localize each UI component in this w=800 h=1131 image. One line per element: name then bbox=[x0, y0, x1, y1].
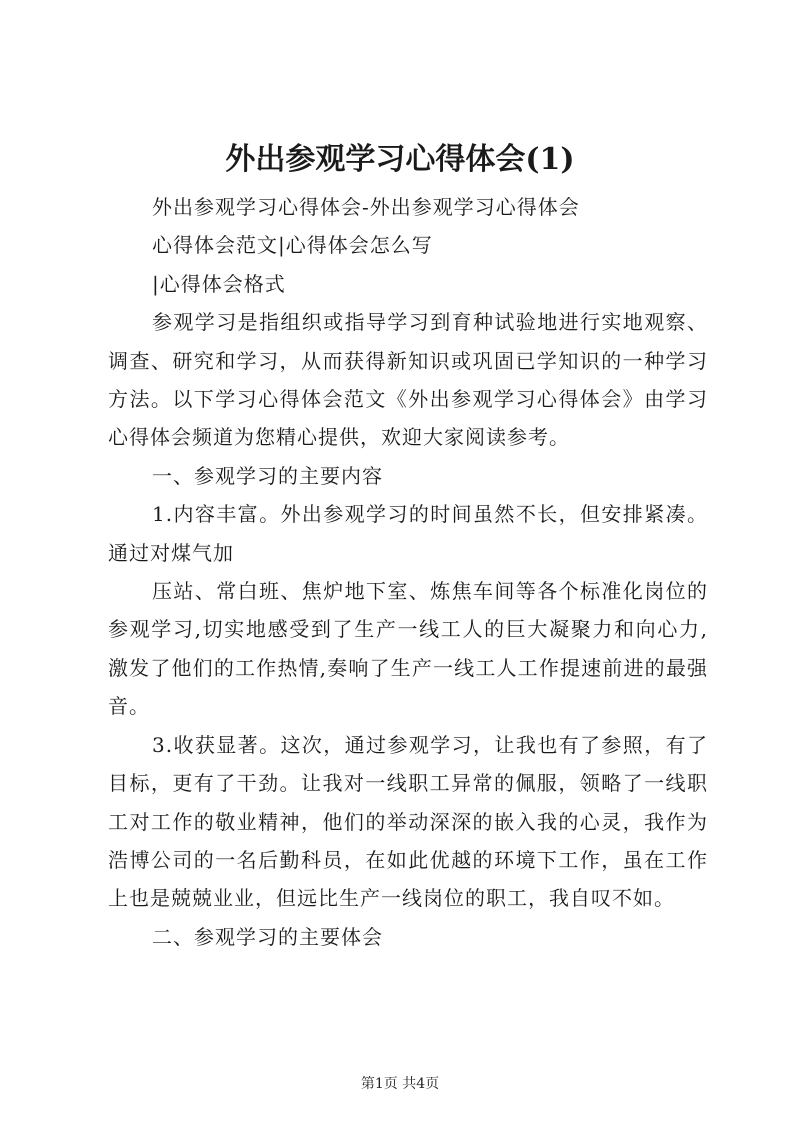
document-title: 外出参观学习心得体会(1) bbox=[225, 142, 575, 177]
paragraph-item-1: 1.内容丰富。外出参观学习的时间虽然不长，但安排紧凑。通过对煤气加 bbox=[108, 502, 708, 565]
paragraph-subtitle-2: 心得体会范文|心得体会怎么写 bbox=[152, 233, 433, 258]
document-body bbox=[108, 188, 708, 956]
paragraph-subtitle-1: 外出参观学习心得体会-外出参观学习心得体会 bbox=[152, 195, 580, 219]
paragraph-item-3: 3.收获显著。这次，通过参观学习，让我也有了参照，有了目标，更有了干劲。让我对一线职工异常的佩服，领略了一线职工对工作的敬业精神，他们的举动深深的嵌入我的心灵，我作为浩博公司的一名后勤科员，在如此优越的环境下工作，虽在工作上也是兢兢业业，但远比生产一线岗位的职工，我自叹不如。 bbox=[108, 732, 708, 911]
paragraph-intro: 参观学习是指组织或指导学习到育种试验地进行实地观察、调查、研究和学习，从而获得新知识或巩固已学知识的一种学习方法。以下学习心得体会范文《外出参观学习心得体会》由学习心得体会频道为您精心提供，欢迎大家阅读参考。 bbox=[108, 310, 708, 450]
section-heading-1: 一、参观学习的主要内容 bbox=[152, 463, 383, 488]
paragraph-subtitle-3: |心得体会格式 bbox=[152, 271, 286, 296]
page-footer: 第1页 共4页 bbox=[360, 1076, 440, 1092]
paragraph-item-1-continued: 压站、常白班、焦炉地下室、炼焦车间等各个标准化岗位的参观学习,切实地感受到了生产一线工人的巨大凝聚力和向心力,激发了他们的工作热情,奏响了生产一线工人工作提速前进的最强音。 bbox=[108, 579, 708, 719]
section-heading-2: 二、参观学习的主要体会 bbox=[152, 924, 383, 949]
